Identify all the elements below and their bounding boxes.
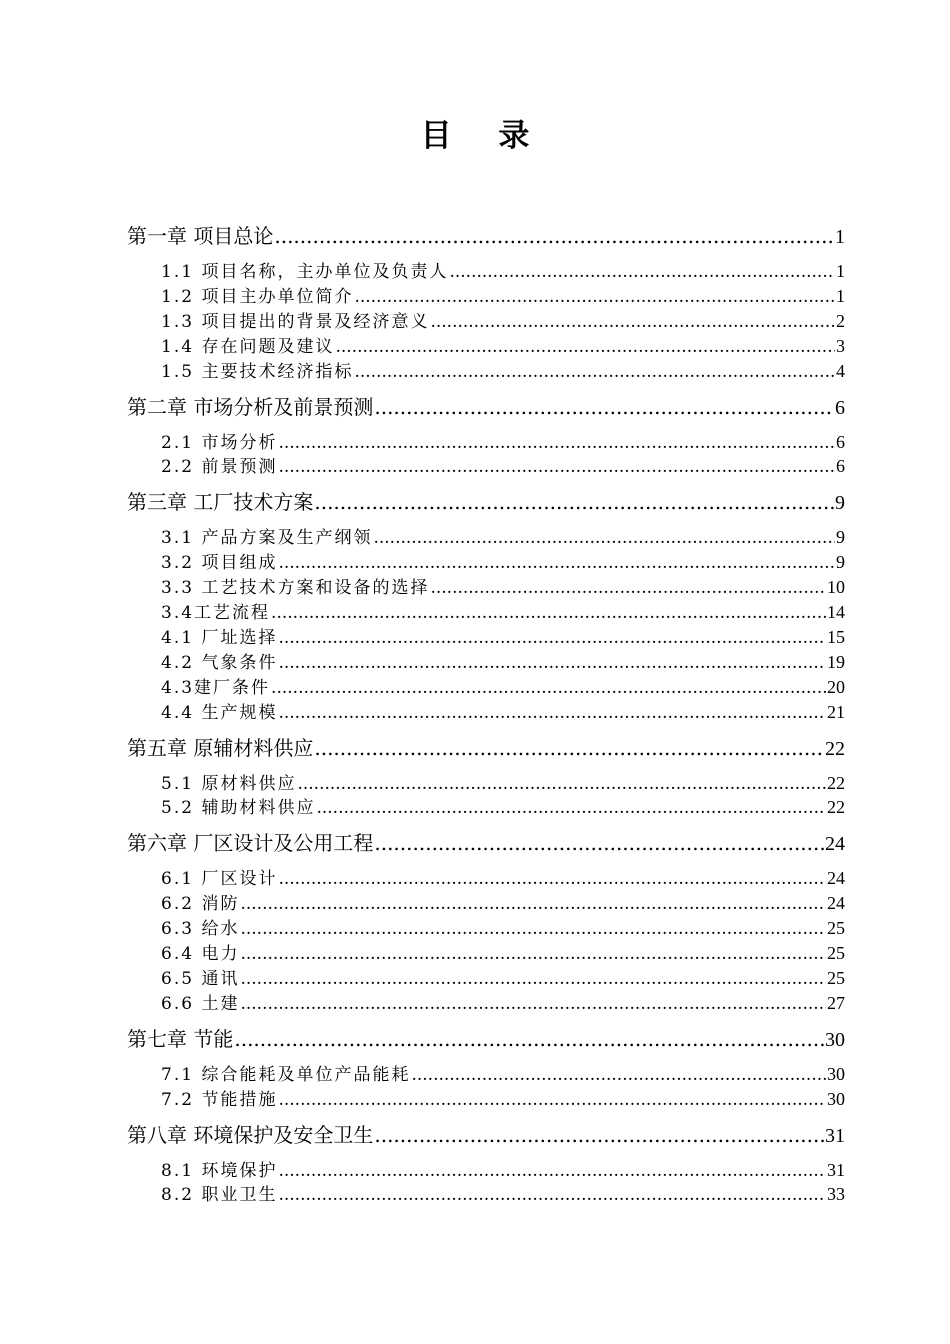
toc-page-number: 25: [827, 967, 845, 988]
toc-entry-text: 2.1 市场分析: [161, 432, 278, 453]
toc-entry[interactable]: [127, 393, 845, 421]
toc-entry-text: 第七章 节能: [127, 1026, 234, 1051]
toc-entry[interactable]: [161, 525, 845, 549]
toc-leader: [278, 551, 835, 575]
toc-leader: [278, 1088, 826, 1112]
toc-leader: [240, 942, 826, 966]
toc-entry[interactable]: [127, 488, 845, 516]
toc-page-number: 14: [827, 602, 845, 622]
toc-entry[interactable]: [161, 866, 845, 890]
toc-entry-text: 7.1 综合能耗及单位产品能耗: [161, 1064, 411, 1085]
toc-leader: [240, 967, 826, 991]
toc-entry[interactable]: [161, 359, 845, 383]
toc-page-number: 24: [827, 868, 845, 889]
toc-entry-text: 1.1 项目名称，主办单位及负责人: [161, 262, 449, 282]
toc-leader: [335, 335, 835, 359]
toc-entry-text: 第五章 原辅材料供应: [127, 735, 314, 760]
toc-entry[interactable]: [161, 430, 845, 454]
toc-page-number: 22: [827, 772, 845, 793]
toc-entry-text: 2.2 前景预测: [161, 457, 278, 478]
toc-page-number: 2: [836, 310, 845, 331]
toc-leader: [374, 393, 834, 421]
toc-entry[interactable]: [127, 1025, 845, 1053]
toc-entry[interactable]: [161, 334, 845, 358]
toc-page-number: 3: [836, 335, 845, 356]
toc-page-number: 9: [836, 527, 845, 548]
toc-leader: [374, 1121, 824, 1149]
toc-entry[interactable]: [161, 916, 845, 940]
toc-entry-text: 6.2 消防: [161, 894, 240, 915]
toc-entry[interactable]: [161, 259, 845, 283]
toc-page-number: 19: [827, 651, 845, 672]
toc-entry[interactable]: [161, 941, 845, 965]
toc-entry[interactable]: [161, 625, 845, 649]
toc-entry-text: 6.5 通讯: [161, 968, 240, 989]
toc-entry[interactable]: [161, 700, 845, 724]
toc-entry-text: 3.1 产品方案及生产纲领: [161, 528, 373, 549]
toc-page-number: 15: [827, 626, 845, 647]
toc-leader: [271, 676, 826, 700]
toc-entry-text: 7.2 节能措施: [161, 1089, 278, 1110]
toc-page-number: 30: [827, 1063, 845, 1084]
toc-leader: [411, 1063, 826, 1087]
toc-leader: [314, 734, 824, 762]
toc-page-number: 10: [827, 577, 845, 598]
toc-leader: [297, 772, 826, 796]
toc-leader: [374, 829, 824, 857]
toc-entry-text: 第六章 厂区设计及公用工程: [127, 831, 374, 856]
toc-entry-text: 5.1 原材料供应: [161, 773, 297, 794]
toc-entry[interactable]: [161, 600, 845, 624]
toc-entry-text: 4.3建厂条件: [161, 677, 271, 698]
toc-page-number: 31: [827, 1159, 845, 1180]
toc-page-number: 9: [836, 552, 845, 573]
toc-entry-text: 1.4 存在问题及建议: [161, 336, 335, 357]
toc-page-number: 9: [835, 492, 845, 515]
toc-entry-text: 4.1 厂址选择: [161, 627, 278, 648]
toc-entry-text: 8.1 环境保护: [161, 1160, 278, 1181]
toc-leader: [278, 431, 835, 455]
toc-leader: [430, 310, 835, 334]
toc-leader: [278, 455, 835, 479]
toc-leader: [278, 651, 826, 675]
toc-entry-text: 第三章 工厂技术方案: [127, 490, 314, 515]
toc-entry[interactable]: [161, 675, 845, 699]
toc-entry-text: 6.1 厂区设计: [161, 869, 278, 890]
toc-entry-text: 第二章 市场分析及前景预测: [127, 394, 374, 419]
toc-entry[interactable]: [127, 1121, 845, 1149]
toc-leader: [240, 917, 826, 941]
toc-entry[interactable]: [161, 891, 845, 915]
toc-page-number: 1: [836, 261, 845, 281]
toc-leader: [278, 626, 826, 650]
toc-page-number: 25: [827, 918, 845, 939]
toc-page-number: 6: [835, 396, 845, 419]
toc-entry[interactable]: [161, 771, 845, 795]
toc-page-number: 30: [827, 1088, 845, 1109]
toc-entry-text: 第八章 环境保护及安全卫生: [127, 1122, 374, 1147]
toc-entry-text: 3.4工艺流程: [161, 603, 271, 623]
toc-entry[interactable]: [127, 222, 845, 250]
toc-leader: [316, 796, 826, 820]
toc-entry-text: 5.2 辅助材料供应: [161, 798, 316, 819]
toc-leader: [314, 488, 834, 516]
toc-page-number: 1: [836, 285, 845, 306]
toc-entry[interactable]: [161, 575, 845, 599]
toc-entry[interactable]: [161, 1158, 845, 1182]
toc-leader: [274, 222, 834, 250]
toc-entry-text: 3.3 工艺技术方案和设备的选择: [161, 578, 430, 599]
toc-leader: [430, 576, 826, 600]
toc-page-number: 6: [836, 431, 845, 452]
toc-entry[interactable]: [161, 966, 845, 990]
toc-entry-text: 3.2 项目组成: [161, 553, 278, 574]
toc-entry-text: 4.4 生产规模: [161, 702, 278, 723]
toc-leader: [234, 1025, 824, 1053]
toc-entry-text: 1.5 主要技术经济指标: [161, 361, 354, 382]
toc-page-number: 31: [825, 1124, 845, 1147]
toc-entry-text: 1.2 项目主办单位简介: [161, 286, 354, 307]
page-title: 目 录: [420, 118, 548, 154]
toc-page-number: 30: [825, 1028, 845, 1051]
toc-leader: [354, 285, 835, 309]
toc-leader: [278, 1183, 826, 1207]
toc-entry[interactable]: [127, 734, 845, 762]
toc-entry-text: 6.6 土建: [161, 993, 240, 1014]
toc-leader: [354, 360, 835, 384]
toc-page-number: 4: [836, 360, 845, 381]
toc-page-number: 1: [835, 226, 845, 248]
toc-page-number: 27: [827, 992, 845, 1013]
toc-entry[interactable]: [161, 1182, 845, 1206]
toc-page-number: 24: [825, 833, 845, 856]
toc-leader: [240, 892, 826, 916]
toc-entry-text: 第一章 项目总论: [127, 224, 274, 248]
toc-leader: [240, 992, 826, 1016]
toc-page-number: 24: [827, 893, 845, 914]
toc-leader: [449, 260, 835, 284]
toc-page-number: 21: [827, 701, 845, 722]
toc-entry[interactable]: [161, 991, 845, 1015]
toc-entry[interactable]: [127, 829, 845, 857]
toc-leader: [271, 601, 826, 625]
toc-entry-text: 8.2 职业卫生: [161, 1185, 278, 1206]
toc-entry[interactable]: [161, 1087, 845, 1111]
toc-page-number: 33: [827, 1184, 845, 1205]
toc-leader: [278, 1159, 826, 1183]
toc-entry[interactable]: [161, 284, 845, 308]
toc-page-number: 6: [836, 456, 845, 477]
toc-entry[interactable]: [161, 309, 845, 333]
toc-entry-text: 4.2 气象条件: [161, 652, 278, 673]
toc-entry[interactable]: [161, 550, 845, 574]
toc-leader: [278, 867, 826, 891]
toc-entry[interactable]: [161, 795, 845, 819]
toc-leader: [373, 526, 835, 550]
toc-entry[interactable]: [161, 1062, 845, 1086]
toc-page-number: 25: [827, 943, 845, 963]
toc-entry-text: 1.3 项目提出的背景及经济意义: [161, 311, 430, 332]
toc-leader: [278, 701, 826, 725]
toc-entry-text: 6.3 给水: [161, 919, 240, 940]
toc-page-number: 22: [825, 737, 845, 760]
toc-entry-text: 6.4 电力: [161, 944, 240, 964]
toc-entry[interactable]: [161, 454, 845, 478]
toc-page-number: 22: [827, 797, 845, 818]
toc-entry[interactable]: [161, 650, 845, 674]
toc-page-number: 20: [827, 676, 845, 697]
